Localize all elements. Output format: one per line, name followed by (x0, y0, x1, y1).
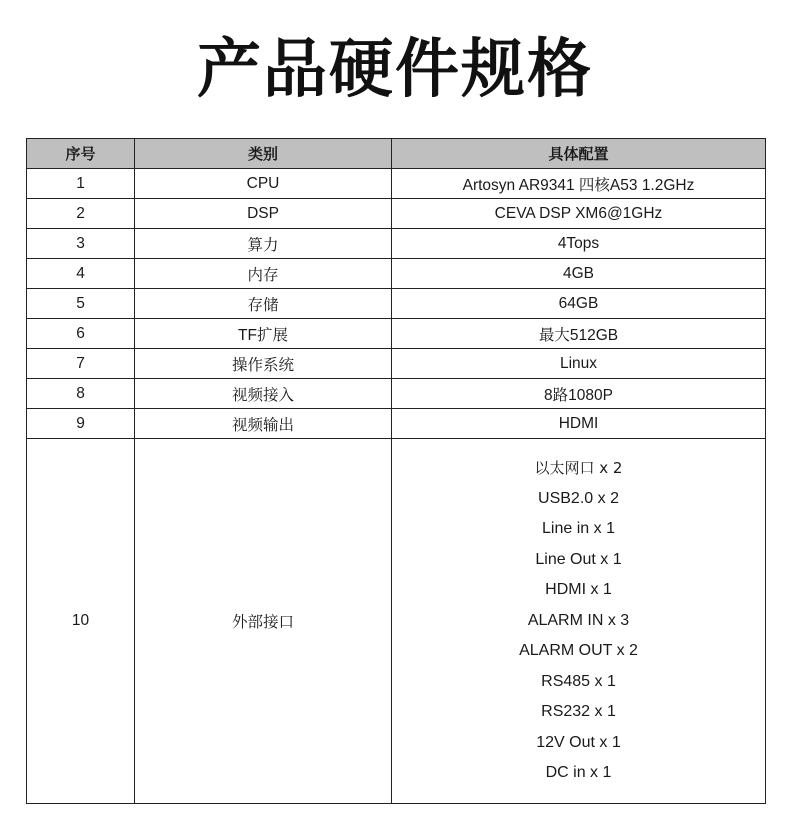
interface-item: RS232 x 1 (541, 703, 616, 721)
cell-config: 4GB (392, 259, 766, 289)
table-row-interfaces (27, 439, 766, 804)
cell-no: 4 (27, 259, 135, 289)
cell-config: 8路1080P (392, 379, 766, 409)
table-row (27, 199, 766, 229)
table-header-row (27, 139, 766, 169)
header-config: 具体配置 (392, 139, 766, 169)
cell-no: 6 (27, 319, 135, 349)
table-row (27, 319, 766, 349)
cell-interface-list (392, 439, 766, 804)
cell-category: 视频输出 (135, 409, 392, 439)
spec-table (26, 138, 766, 804)
table-row (27, 289, 766, 319)
interface-item: RS485 x 1 (541, 672, 616, 690)
cell-category: 算力 (135, 229, 392, 259)
header-no: 序号 (27, 139, 135, 169)
cell-config: HDMI (392, 409, 766, 439)
cell-no: 5 (27, 289, 135, 319)
cell-config: 4Tops (392, 229, 766, 259)
cell-category: 视频接入 (135, 379, 392, 409)
cell-category: DSP (135, 199, 392, 229)
table-row (27, 409, 766, 439)
interface-item: Line Out x 1 (535, 550, 622, 568)
table-row (27, 379, 766, 409)
cell-no: 1 (27, 169, 135, 199)
table-row (27, 229, 766, 259)
cell-no: 8 (27, 379, 135, 409)
cell-category: 内存 (135, 259, 392, 289)
cell-category: 外部接口 (135, 439, 392, 804)
cell-no: 7 (27, 349, 135, 379)
cell-category: TF扩展 (135, 319, 392, 349)
cell-no: 3 (27, 229, 135, 259)
table-row (27, 349, 766, 379)
table-row (27, 169, 766, 199)
cell-no: 10 (27, 439, 135, 804)
cell-no: 2 (27, 199, 135, 229)
interface-item: 以太网口 x 2 (534, 459, 623, 478)
cell-config: Artosyn AR9341 四核A53 1.2GHz (392, 169, 766, 199)
interface-item: HDMI x 1 (545, 581, 612, 599)
interface-item: 12V Out x 1 (536, 733, 621, 751)
interface-list (392, 453, 765, 789)
cell-category: 操作系统 (135, 349, 392, 379)
cell-no: 9 (27, 409, 135, 439)
interface-item: USB2.0 x 2 (538, 489, 619, 507)
interface-item: ALARM OUT x 2 (519, 642, 638, 660)
header-category: 类别 (135, 139, 392, 169)
table-row (27, 259, 766, 289)
interface-item: Line in x 1 (542, 520, 615, 538)
cell-config: 64GB (392, 289, 766, 319)
cell-category: 存储 (135, 289, 392, 319)
cell-config: CEVA DSP XM6@1GHz (392, 199, 766, 229)
page-title: 产品硬件规格 (197, 33, 593, 107)
interface-item: ALARM IN x 3 (527, 611, 630, 629)
cell-config: 最大512GB (392, 319, 766, 349)
cell-config: Linux (392, 349, 766, 379)
interface-item: DC in x 1 (545, 764, 612, 782)
cell-category: CPU (135, 169, 392, 199)
